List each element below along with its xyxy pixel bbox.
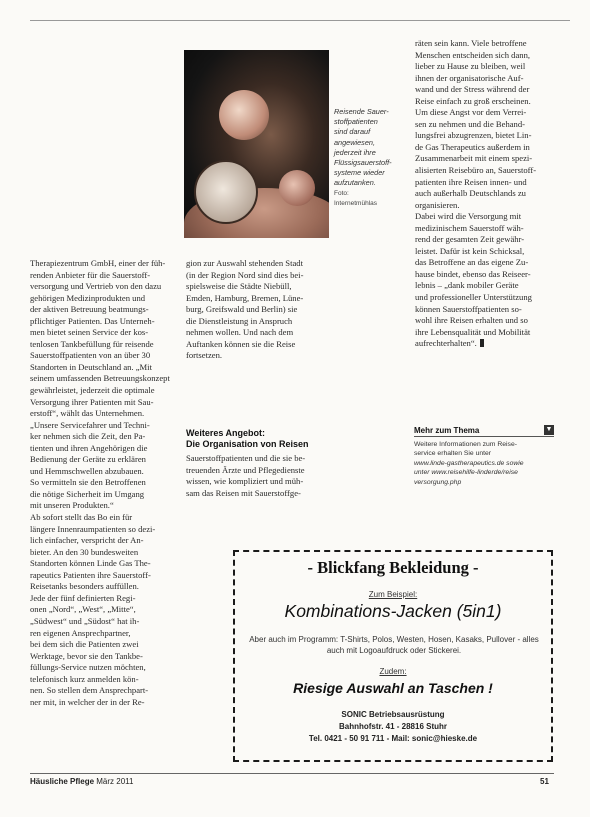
article-line: räten sein kann. Viele betroffene (415, 38, 527, 48)
article-line: bei dem sich die Patienten zwei (30, 639, 139, 650)
more-on-topic-text (414, 440, 554, 487)
article-line: die Dienstleistung in Anspruch (186, 315, 293, 326)
caption-line: aufzutanken. (334, 178, 376, 188)
article-line: renden Anbieter für die Sauerstoff- (30, 269, 151, 280)
footer-issue: März 2011 (96, 777, 134, 786)
reference-link-line (414, 478, 554, 487)
article-line: und Hemmschwellen abzubauen. (30, 465, 144, 476)
article-line: rapeutics Patienten ihre Sauerstoff- (30, 569, 151, 580)
article-line: nehmen wollen. Und nach dem (186, 327, 294, 338)
article-line: auch außerhalb Deutschlands zu (415, 188, 526, 199)
article-line: versorgung und Vertrieb von den dazu (30, 281, 162, 292)
reference-link[interactable]: versorgung.php (414, 478, 462, 486)
article-line: onen „Nord“, „West“, „Mitte“, (30, 604, 136, 615)
article-line: ner mit, in welcher der in der Re- (30, 696, 145, 707)
article-line: Sauerstoffpatienten und die sie be- (186, 453, 306, 463)
caption-line: Reisende Sauer- (334, 107, 389, 116)
article-line: Jede der fünf definierten Regi- (30, 592, 136, 603)
ad-company-info (235, 709, 551, 745)
ad-second-intro: Zudem: (379, 667, 407, 676)
article-line: nen. So stellen dem Ansprechpart- (30, 685, 149, 696)
article-line: bieter. An den 30 bundesweiten (30, 546, 139, 557)
reference-link-line (414, 459, 554, 468)
article-line: Um diese Angst vor dem Verrei- (415, 107, 527, 118)
ad-intro-line: Zum Beispiel: (368, 590, 418, 599)
reference-link-line (414, 468, 554, 477)
article-line: men bietet seinen Service der kos- (30, 327, 149, 338)
more-on-topic-line: service erhalten Sie unter (414, 450, 492, 458)
caption-line: Flüssigsauerstoff- (334, 158, 392, 168)
article-line: und professioneller Unterstützung (415, 292, 532, 303)
valve-shape (219, 90, 269, 140)
article-line: lebnis – „dank mobiler Geräte (415, 280, 519, 291)
article-line: Standorten in Deutschland an. „Mit (30, 361, 152, 372)
end-of-article-mark (480, 339, 484, 347)
article-line: alisierten Reisebüro an, Sauerstoff- (415, 165, 537, 176)
article-line: gion zur Auswahl stehenden Stadt (186, 258, 303, 268)
ad-headline-bags: Riesige Auswahl an Taschen ! (293, 680, 493, 696)
article-line: Auftanken können sie die Reise (186, 338, 296, 349)
article-line: seinem umfassenden Betreuungskonzept (30, 373, 170, 384)
article-line: können Sauerstoffpatienten so- (415, 303, 522, 314)
article-line: medizinischem Sauerstoff wäh- (415, 222, 524, 233)
article-line: fortsetzen. (186, 350, 223, 361)
article-column-3 (415, 38, 551, 350)
pressure-gauge-shape (194, 160, 258, 224)
ad-company-name: SONIC Betriebsausrüstung (341, 710, 445, 719)
ad-company-contact: Tel. 0421 - 50 91 711 - Mail: sonic@hieske.de (308, 734, 478, 743)
article-line: treuenden Ärzte und Pflegedienste (186, 464, 305, 475)
article-line: ihnen der organisatorische Auf- (415, 72, 524, 83)
caption-line: sind darauf (334, 127, 371, 137)
article-line: de Gas Therapeutics außerdem in (415, 141, 530, 152)
article-line: telefonisch kurz anmelden kön- (30, 673, 139, 684)
article-line: Versorgung ihrer Patienten mit Sau- (30, 396, 154, 407)
article-line: Reisetanks besonders auffüllen. (30, 581, 139, 592)
article-line: ren eigenen Ansprechpartner, (30, 627, 131, 638)
article-line: das Betroffene an das eigene Zu- (415, 257, 529, 268)
photo-credit: Internetmühlas (334, 199, 377, 207)
article-line: „Südwest“ und „Südost“ hat ih- (30, 615, 140, 626)
article-line: Therapiezentrum GmbH, einer der füh- (30, 258, 166, 268)
more-on-topic-title: Mehr zum Thema (414, 426, 480, 435)
reference-link[interactable]: www.linde-gastherapeutics.de sowie (414, 459, 524, 467)
article-column-1 (30, 258, 178, 708)
article-line: Menschen entscheiden sich dann, (415, 49, 531, 60)
ad-title: - Blickfang Bekleidung - (307, 558, 479, 577)
article-line: aufrechterhalten“. (415, 338, 551, 350)
article-line: wissen, wie kompliziert und müh- (186, 476, 304, 487)
article-line: Emden, Hamburg, Bremen, Lüne- (186, 292, 304, 303)
more-on-topic-line: Weitere Informationen zum Reise- (414, 441, 518, 448)
article-line: lungsfrei abzugrenzen, bietet Lin- (415, 130, 532, 141)
regulator-knob-shape (279, 170, 315, 206)
footer-rule (30, 773, 554, 774)
article-line: mit unseren Produkten.“ (30, 500, 114, 511)
ad-company-address: Bahnhofstr. 41 - 28816 Stuhr (338, 722, 448, 731)
subheading-line-2: Die Organisation von Reisen (186, 439, 309, 449)
page-number: 51 (540, 777, 549, 786)
article-line: füllungs-Service nutzen möchten, (30, 662, 146, 673)
arrow-down-icon: ▼ (545, 426, 553, 433)
article-line: gehörigen Medizinprodukten und (30, 292, 146, 303)
footer-magazine-name: Häusliche Pflege (30, 777, 95, 786)
article-line: So vermitteln sie den Betroffenen (30, 477, 146, 488)
article-line: tienten und ihren Angehörigen die (30, 442, 148, 453)
article-line: Bedienung der Geräte zu erklären (30, 454, 146, 465)
article-line: längere Innenraumpatienten so dezi- (30, 523, 156, 534)
article-line: burg, Greifswald und Berlin) sie (186, 304, 298, 315)
footer-publication (30, 777, 133, 786)
article-line: tenlosen Tankbefüllung für reisende (30, 338, 154, 349)
article-line: ihre Lebensqualität und Mobilität (415, 326, 531, 337)
ad-description: Aber auch im Programm: T-Shirts, Polos, Westen, Hosen, Kasaks, Pullover - alles auch mit Logoaufdruck oder Stickerei. (249, 635, 539, 655)
article-line: leistet. Dafür ist kein Schicksal, (415, 245, 525, 256)
article-line: pflichtiger Patienten. Das Unterneh- (30, 315, 155, 326)
article-line: spielsweise die Städte Niebüll, (186, 281, 292, 292)
article-line: patienten ihre Reisen innen- und (415, 176, 527, 187)
reference-link[interactable]: unter www.reisehilfe-linderde/reise (414, 469, 518, 477)
article-line: Sauerstoffpatienten von an über 30 (30, 350, 151, 361)
photo-caption (334, 107, 412, 209)
article-line: rend der gesamten Zeit gewähr- (415, 234, 525, 245)
article-line: die nötige Sicherheit im Umgang (30, 488, 145, 499)
article-line: Zusammenarbeit mit einem spezi- (415, 153, 533, 164)
more-on-topic-heading (414, 426, 554, 437)
article-line: (in der Region Nord sind dies bei- (186, 269, 304, 280)
caption-line: systeme wieder (334, 168, 385, 178)
more-on-topic-box (414, 426, 554, 487)
article-line: hause bindet, ebenso das Reiseer- (415, 268, 531, 279)
subheading-line-1: Weiteres Angebot: (186, 428, 266, 438)
article-line: Dabei wird die Versorgung mit (415, 211, 522, 222)
article-line: gewährleistet, jederzeit die optimale (30, 385, 155, 396)
article-line: sam das Reisen mit Sauerstoffge- (186, 487, 301, 498)
article-line: erstoff“, wählt das Unternehmen. (30, 408, 145, 419)
advertisement-box (233, 550, 553, 762)
article-line: lich einfacher, verspricht der An- (30, 535, 144, 546)
article-line: wand und der Stress während der (415, 84, 530, 95)
photo-credit: Foto: (334, 189, 349, 197)
caption-line: jederzeit ihre (334, 147, 376, 157)
article-photo (184, 50, 329, 238)
caption-line: angewiesen, (334, 137, 375, 147)
article-line: lieber zu Hause zu bleiben, weil (415, 61, 526, 72)
article-line: ker nehmen sich die Zeit, den Pa- (30, 431, 146, 442)
article-column-2-continued (186, 453, 330, 499)
ad-headline-jackets: Kombinations-Jacken (5in1) (284, 601, 502, 621)
article-line: sen zu nehmen und die Behand- (415, 118, 526, 129)
section-subheading (186, 428, 330, 450)
article-line: Standorten können Linde Gas The- (30, 558, 151, 569)
article-line: Ab sofort stellt das Bo ein für (30, 512, 133, 523)
caption-line: stoffpatienten (334, 117, 378, 127)
article-column-2 (186, 258, 330, 362)
header-rule (30, 20, 570, 21)
article-line: der aktiven Betreuung beatmungs- (30, 304, 149, 315)
article-line: wohl ihre Reisen erhalten und so (415, 315, 528, 326)
article-line: Reise einfach zu groß erscheinen. (415, 95, 531, 106)
article-line: Werktage, bevor sie den Tankbe- (30, 650, 143, 661)
article-line: „Unsere Servicefahrer und Techni- (30, 419, 150, 430)
article-line: organisieren. (415, 199, 460, 210)
